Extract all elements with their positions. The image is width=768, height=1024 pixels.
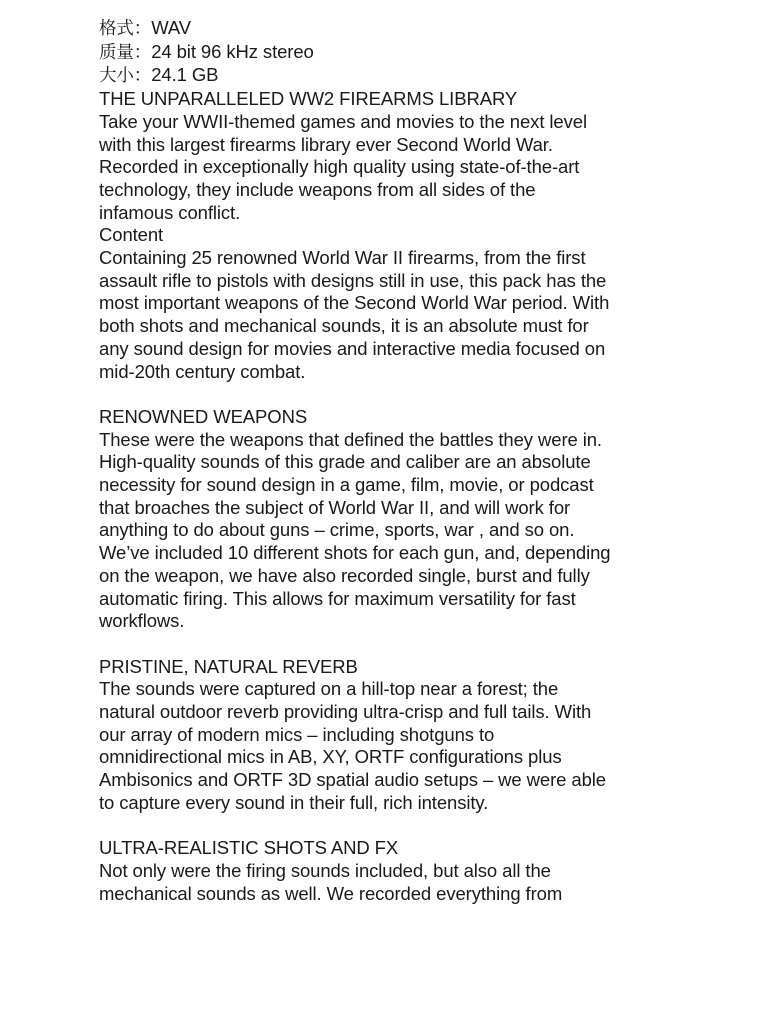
section-heading: RENOWNED WEAPONS bbox=[99, 405, 308, 427]
section-heading: ULTRA-REALISTIC SHOTS AND FX bbox=[99, 837, 399, 859]
meta-size-label: 大小： bbox=[99, 66, 152, 87]
paragraph-gap bbox=[99, 383, 679, 406]
body-line: Containing 25 renowned World War II firearms, from the first bbox=[99, 247, 586, 269]
body-line: that broaches the subject of World War II, and will work for bbox=[99, 496, 571, 518]
body-line: anything to do about guns – crime, sports, war , and so on. bbox=[99, 519, 575, 541]
body-line: necessity for sound design in a game, film, movie, or podcast bbox=[99, 474, 594, 496]
body-line: omnidirectional mics in AB, XY, ORTF configurations plus bbox=[99, 746, 562, 768]
meta-format-value: WAV bbox=[151, 17, 191, 38]
body-line: mechanical sounds as well. We recorded everything from bbox=[99, 882, 563, 904]
body-line: to capture every sound in their full, rich intensity. bbox=[99, 791, 489, 813]
section-renowned-weapons bbox=[99, 406, 679, 633]
paragraph-gap bbox=[99, 815, 679, 838]
section-natural-reverb bbox=[99, 656, 679, 815]
body-line: These were the weapons that defined the battles they were in. bbox=[99, 428, 602, 450]
meta-format bbox=[99, 17, 679, 41]
body-line: our array of modern mics – including shotguns to bbox=[99, 723, 495, 745]
meta-quality-label: 质量： bbox=[99, 42, 152, 63]
meta-format-label: 格式： bbox=[99, 19, 152, 39]
body-line: assault rifle to pistols with designs still in use, this pack has the bbox=[99, 269, 607, 291]
document-page bbox=[99, 17, 679, 905]
meta-quality-value: 24 bit 96 kHz stereo bbox=[151, 40, 314, 62]
body-line: We’ve included 10 different shots for each gun, and, depending bbox=[99, 542, 611, 564]
body-line: Not only were the firing sounds included, but also all the bbox=[99, 859, 551, 881]
meta-size-value: 24.1 GB bbox=[151, 64, 219, 86]
section-content bbox=[99, 224, 679, 383]
section-heading: Content bbox=[99, 224, 164, 246]
section-realistic-shots bbox=[99, 837, 679, 905]
body-line: both shots and mechanical sounds, it is an absolute must for bbox=[99, 315, 589, 337]
body-line: infamous conflict. bbox=[99, 201, 241, 223]
meta-size bbox=[99, 64, 679, 88]
body-line: technology, they include weapons from all sides of the bbox=[99, 178, 536, 200]
section-heading: THE UNPARALLELED WW2 FIREARMS LIBRARY bbox=[99, 88, 518, 110]
body-line: The sounds were captured on a hill-top near a forest; the bbox=[99, 678, 559, 700]
body-line: on the weapon, we have also recorded single, burst and fully bbox=[99, 564, 590, 586]
body-line: with this largest firearms library ever Second World War. bbox=[99, 133, 553, 155]
body-line: workflows. bbox=[99, 610, 185, 632]
body-line: natural outdoor reverb providing ultra-crisp and full tails. With bbox=[99, 701, 592, 723]
body-line: High-quality sounds of this grade and caliber are an absolute bbox=[99, 451, 591, 473]
body-line: mid-20th century combat. bbox=[99, 360, 306, 382]
body-line: automatic firing. This allows for maximum versatility for fast bbox=[99, 587, 576, 609]
body-line: most important weapons of the Second World War period. With bbox=[99, 292, 610, 314]
meta-quality bbox=[99, 41, 679, 65]
paragraph-gap bbox=[99, 633, 679, 656]
body-line: any sound design for movies and interactive media focused on bbox=[99, 337, 606, 359]
section-heading: PRISTINE, NATURAL REVERB bbox=[99, 655, 358, 677]
body-line: Recorded in exceptionally high quality using state-of-the-art bbox=[99, 156, 580, 178]
body-line: Ambisonics and ORTF 3D spatial audio setups – we were able bbox=[99, 769, 606, 791]
body-line: Take your WWII-themed games and movies to the next level bbox=[99, 110, 587, 132]
section-library bbox=[99, 88, 679, 224]
